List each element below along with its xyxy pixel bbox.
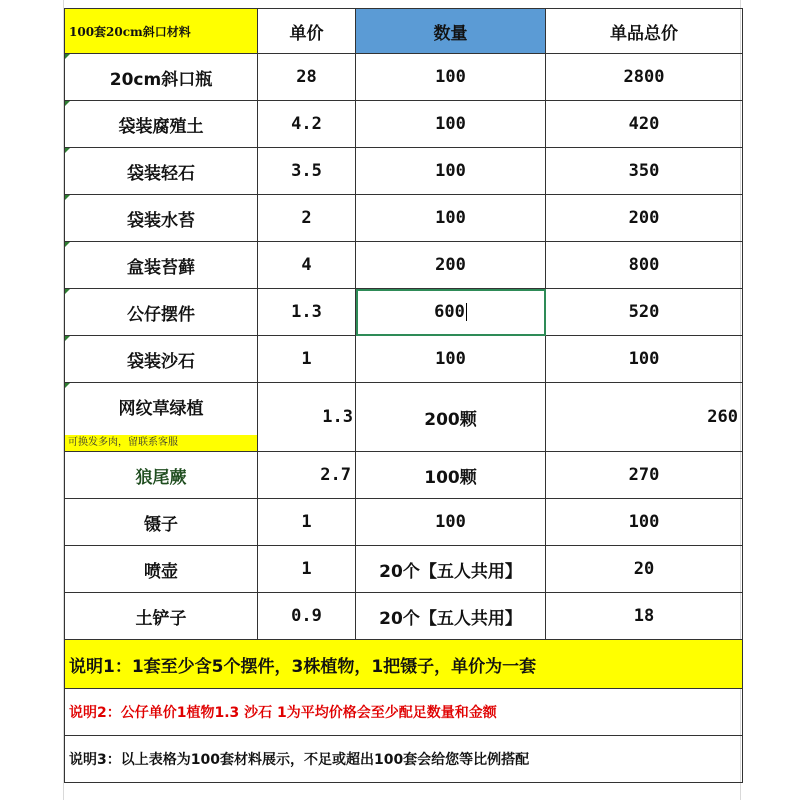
item-name-cell[interactable]: 狼尾蕨 — [65, 452, 258, 499]
qty-cell[interactable]: 100 — [356, 101, 546, 148]
text-cursor — [466, 303, 467, 321]
price-cell[interactable]: 4.2 — [258, 101, 356, 148]
total-cell[interactable]: 270 — [546, 452, 743, 499]
qty-cell[interactable]: 100颗 — [356, 452, 546, 499]
item-name-cell[interactable]: 公仔摆件 — [65, 289, 258, 336]
qty-cell[interactable]: 100 — [356, 148, 546, 195]
header-row — [65, 9, 743, 54]
price-cell[interactable]: 1 — [258, 336, 356, 383]
comment-marker-icon — [65, 54, 70, 59]
comment-marker-icon — [65, 148, 70, 153]
qty-cell[interactable]: 20个【五人共用】 — [356, 593, 546, 640]
price-cell[interactable]: 2 — [258, 195, 356, 242]
total-cell[interactable]: 260 — [546, 383, 743, 452]
comment-marker-icon — [65, 383, 70, 388]
total-cell[interactable]: 520 — [546, 289, 743, 336]
comment-marker-icon — [65, 289, 70, 294]
item-name-cell[interactable]: 盒装苔藓 — [65, 242, 258, 289]
comment-marker-icon — [65, 101, 70, 106]
table-row — [65, 54, 743, 101]
table-row — [65, 336, 743, 383]
price-cell[interactable]: 4 — [258, 242, 356, 289]
header-qty-cell[interactable]: 数量 — [356, 9, 546, 54]
price-cell[interactable]: 3.5 — [258, 148, 356, 195]
comment-marker-icon — [65, 242, 70, 247]
item-name-cell[interactable] — [65, 383, 258, 452]
item-name-cell[interactable]: 袋装沙石 — [65, 336, 258, 383]
total-cell[interactable]: 800 — [546, 242, 743, 289]
table-row — [65, 452, 743, 499]
qty-cell[interactable]: 100 — [356, 499, 546, 546]
qty-cell[interactable]: 200 — [356, 242, 546, 289]
item-name-cell[interactable]: 镊子 — [65, 499, 258, 546]
qty-cell[interactable]: 200颗 — [356, 383, 546, 452]
table-row — [65, 546, 743, 593]
total-cell[interactable]: 100 — [546, 336, 743, 383]
table-row — [65, 195, 743, 242]
price-cell[interactable]: 1.3 — [258, 289, 356, 336]
materials-table — [64, 8, 743, 783]
comment-marker-icon — [65, 336, 70, 341]
note-row-2 — [65, 689, 743, 736]
table-row — [65, 242, 743, 289]
item-sub-note: 可换发多肉，留联系客服 — [65, 435, 257, 451]
price-cell[interactable]: 0.9 — [258, 593, 356, 640]
table-row — [65, 499, 743, 546]
price-cell[interactable]: 1 — [258, 499, 356, 546]
qty-cell[interactable]: 20个【五人共用】 — [356, 546, 546, 593]
table-row — [65, 593, 743, 640]
note-3-cell[interactable]: 说明3：以上表格为100套材料展示，不足或超出100套会给您等比例搭配 — [65, 736, 743, 783]
total-cell[interactable]: 350 — [546, 148, 743, 195]
total-cell[interactable]: 2800 — [546, 54, 743, 101]
header-price-cell[interactable]: 单价 — [258, 9, 356, 54]
table-row — [65, 383, 743, 452]
item-name-cell[interactable]: 袋装轻石 — [65, 148, 258, 195]
total-cell[interactable]: 18 — [546, 593, 743, 640]
item-name-cell[interactable]: 袋装水苔 — [65, 195, 258, 242]
comment-marker-icon — [65, 195, 70, 200]
total-cell[interactable]: 420 — [546, 101, 743, 148]
note-row-3 — [65, 736, 743, 783]
price-cell[interactable]: 28 — [258, 54, 356, 101]
table-title-cell[interactable]: 100套20cm斜口材料 — [65, 9, 258, 54]
qty-cell[interactable]: 100 — [356, 54, 546, 101]
table-row — [65, 101, 743, 148]
item-name-cell[interactable]: 喷壶 — [65, 546, 258, 593]
header-total-cell[interactable]: 单品总价 — [546, 9, 743, 54]
item-name-cell[interactable]: 20cm斜口瓶 — [65, 54, 258, 101]
total-cell[interactable]: 200 — [546, 195, 743, 242]
price-cell[interactable]: 1 — [258, 546, 356, 593]
note-row-1 — [65, 640, 743, 689]
table-row — [65, 148, 743, 195]
item-name-cell[interactable]: 袋装腐殖土 — [65, 101, 258, 148]
qty-cell-selected[interactable]: 600 — [356, 289, 546, 336]
qty-cell[interactable]: 100 — [356, 195, 546, 242]
item-name-cell[interactable]: 土铲子 — [65, 593, 258, 640]
price-cell[interactable]: 2.7 — [258, 452, 356, 499]
note-2-cell[interactable]: 说明2：公仔单价1植物1.3 沙石 1为平均价格会至少配足数量和金额 — [65, 689, 743, 736]
total-cell[interactable]: 100 — [546, 499, 743, 546]
item-name-text: 网纹草绿植 — [118, 399, 204, 419]
total-cell[interactable]: 20 — [546, 546, 743, 593]
table-row — [65, 289, 743, 336]
qty-cell[interactable]: 100 — [356, 336, 546, 383]
price-cell[interactable]: 1.3 — [258, 383, 356, 452]
note-1-cell[interactable]: 说明1：1套至少含5个摆件，3株植物，1把镊子，单价为一套 — [65, 640, 743, 689]
